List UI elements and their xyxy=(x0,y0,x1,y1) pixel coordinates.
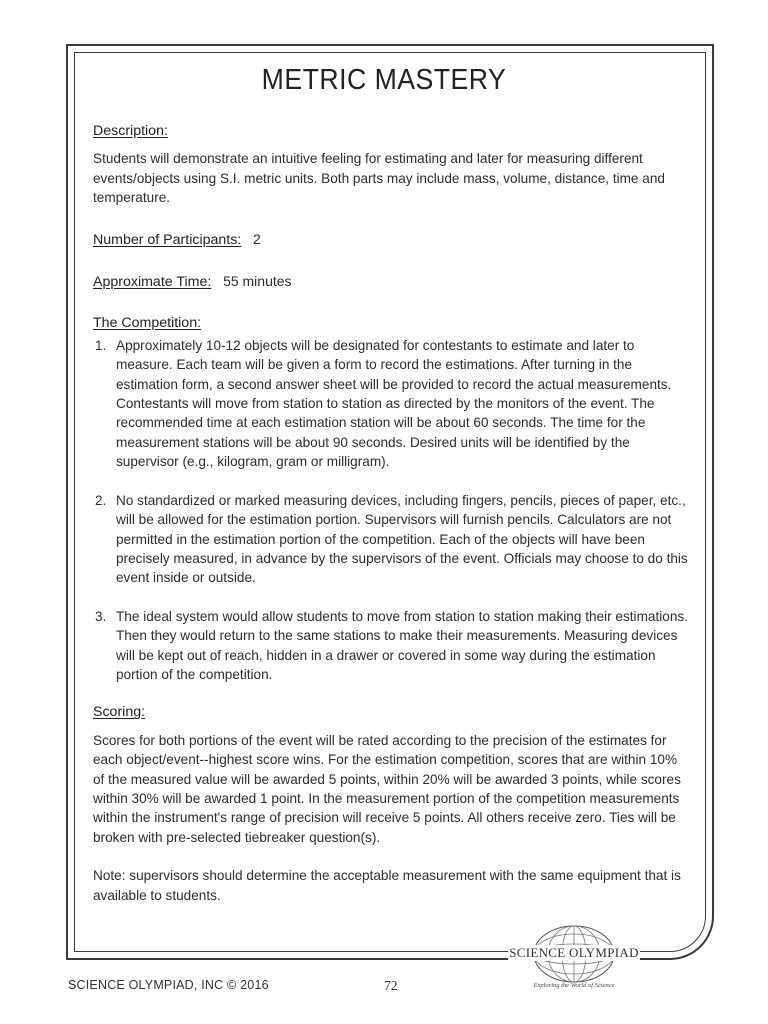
page-title: METRIC MASTERY xyxy=(261,64,507,96)
science-olympiad-logo xyxy=(508,923,640,991)
description-text: Students will demonstrate an intuitive feeling for estimating and later for measuring different events/objects using S.I. metric units. Both parts may include mass, volume, distance, time and temperature. xyxy=(93,151,665,206)
logo-text: SCIENCE OLYMPIAD xyxy=(509,945,639,960)
list-item xyxy=(93,491,691,588)
list-item-text: Approximately 10-12 objects will be designated for contestants to estimate and later to measure. Each team will be given a form to record the estimations. After turning in the estimation form, a second answer sheet will be provided to record the actual measurements. Contestants will move from station to station as directed by the monitors of the event. The recommended time at each estimation station will be about 60 seconds. The time for the measurement stations will be about 90 seconds. Desired units will be identified by the supervisor (e.g., kilogram, gram or milligram). xyxy=(116,337,672,470)
list-item-number: 1. xyxy=(95,337,107,353)
approx-time-heading: Approximate Time: xyxy=(93,274,212,291)
main-content xyxy=(93,122,691,905)
list-item-text: No standardized or marked measuring devices, including fingers, pencils, pieces of paper, etc., will be allowed for the estimation portion. Supervisors will furnish pencils. Calculators are not permitted in the estimation portion of the competition. Each of the objects will have been precisely measured, in advance by the supervisors of the event. Officials may choose to do this event inside or outside. xyxy=(116,492,688,586)
page-number: 72 xyxy=(384,978,398,993)
footer-copyright: SCIENCE OLYMPIAD, INC © 2016 xyxy=(68,978,269,992)
logo-tagline: Exploring the World of Science xyxy=(533,982,615,989)
list-item-text: The ideal system would allow students to move from station to station making their estimations. Then they would return to the same stations to make their measurements. Measuring devices will be kept out of reach, hidden in a drawer or covered in some way during the estimation portion of the competition. xyxy=(116,608,688,682)
approx-time-value: 55 minutes xyxy=(223,273,292,290)
participants-heading: Number of Participants: xyxy=(93,231,242,248)
competition-heading: The Competition: xyxy=(93,315,202,332)
description-heading: Description: xyxy=(93,123,168,139)
competition-list xyxy=(93,336,691,685)
list-item xyxy=(93,607,691,685)
list-item-number: 2. xyxy=(95,492,107,508)
participants-value: 2 xyxy=(253,230,261,247)
approx-time-row xyxy=(93,272,691,292)
list-item-number: 3. xyxy=(95,608,107,624)
participants-row xyxy=(93,230,691,250)
scoring-note: Note: supervisors should determine the acceptable measurement with the same equipment that is available to students. xyxy=(93,868,681,903)
list-item xyxy=(93,336,691,472)
scoring-heading: Scoring: xyxy=(93,704,146,721)
scoring-text: Scores for both portions of the event will be rated according to the precision of the estimates for each object/event--highest score wins. For the estimation competition, scores that are within 10% of the measured value will be awarded 5 points, within 20% will be awarded 3 points, while scores within 30% will be awarded 1 point. In the measurement portion of the competition measurements within the instrument's range of precision will receive 5 points. All others receive zero. Ties will be broken with pre-selected tiebreaker question(s). xyxy=(93,732,681,845)
